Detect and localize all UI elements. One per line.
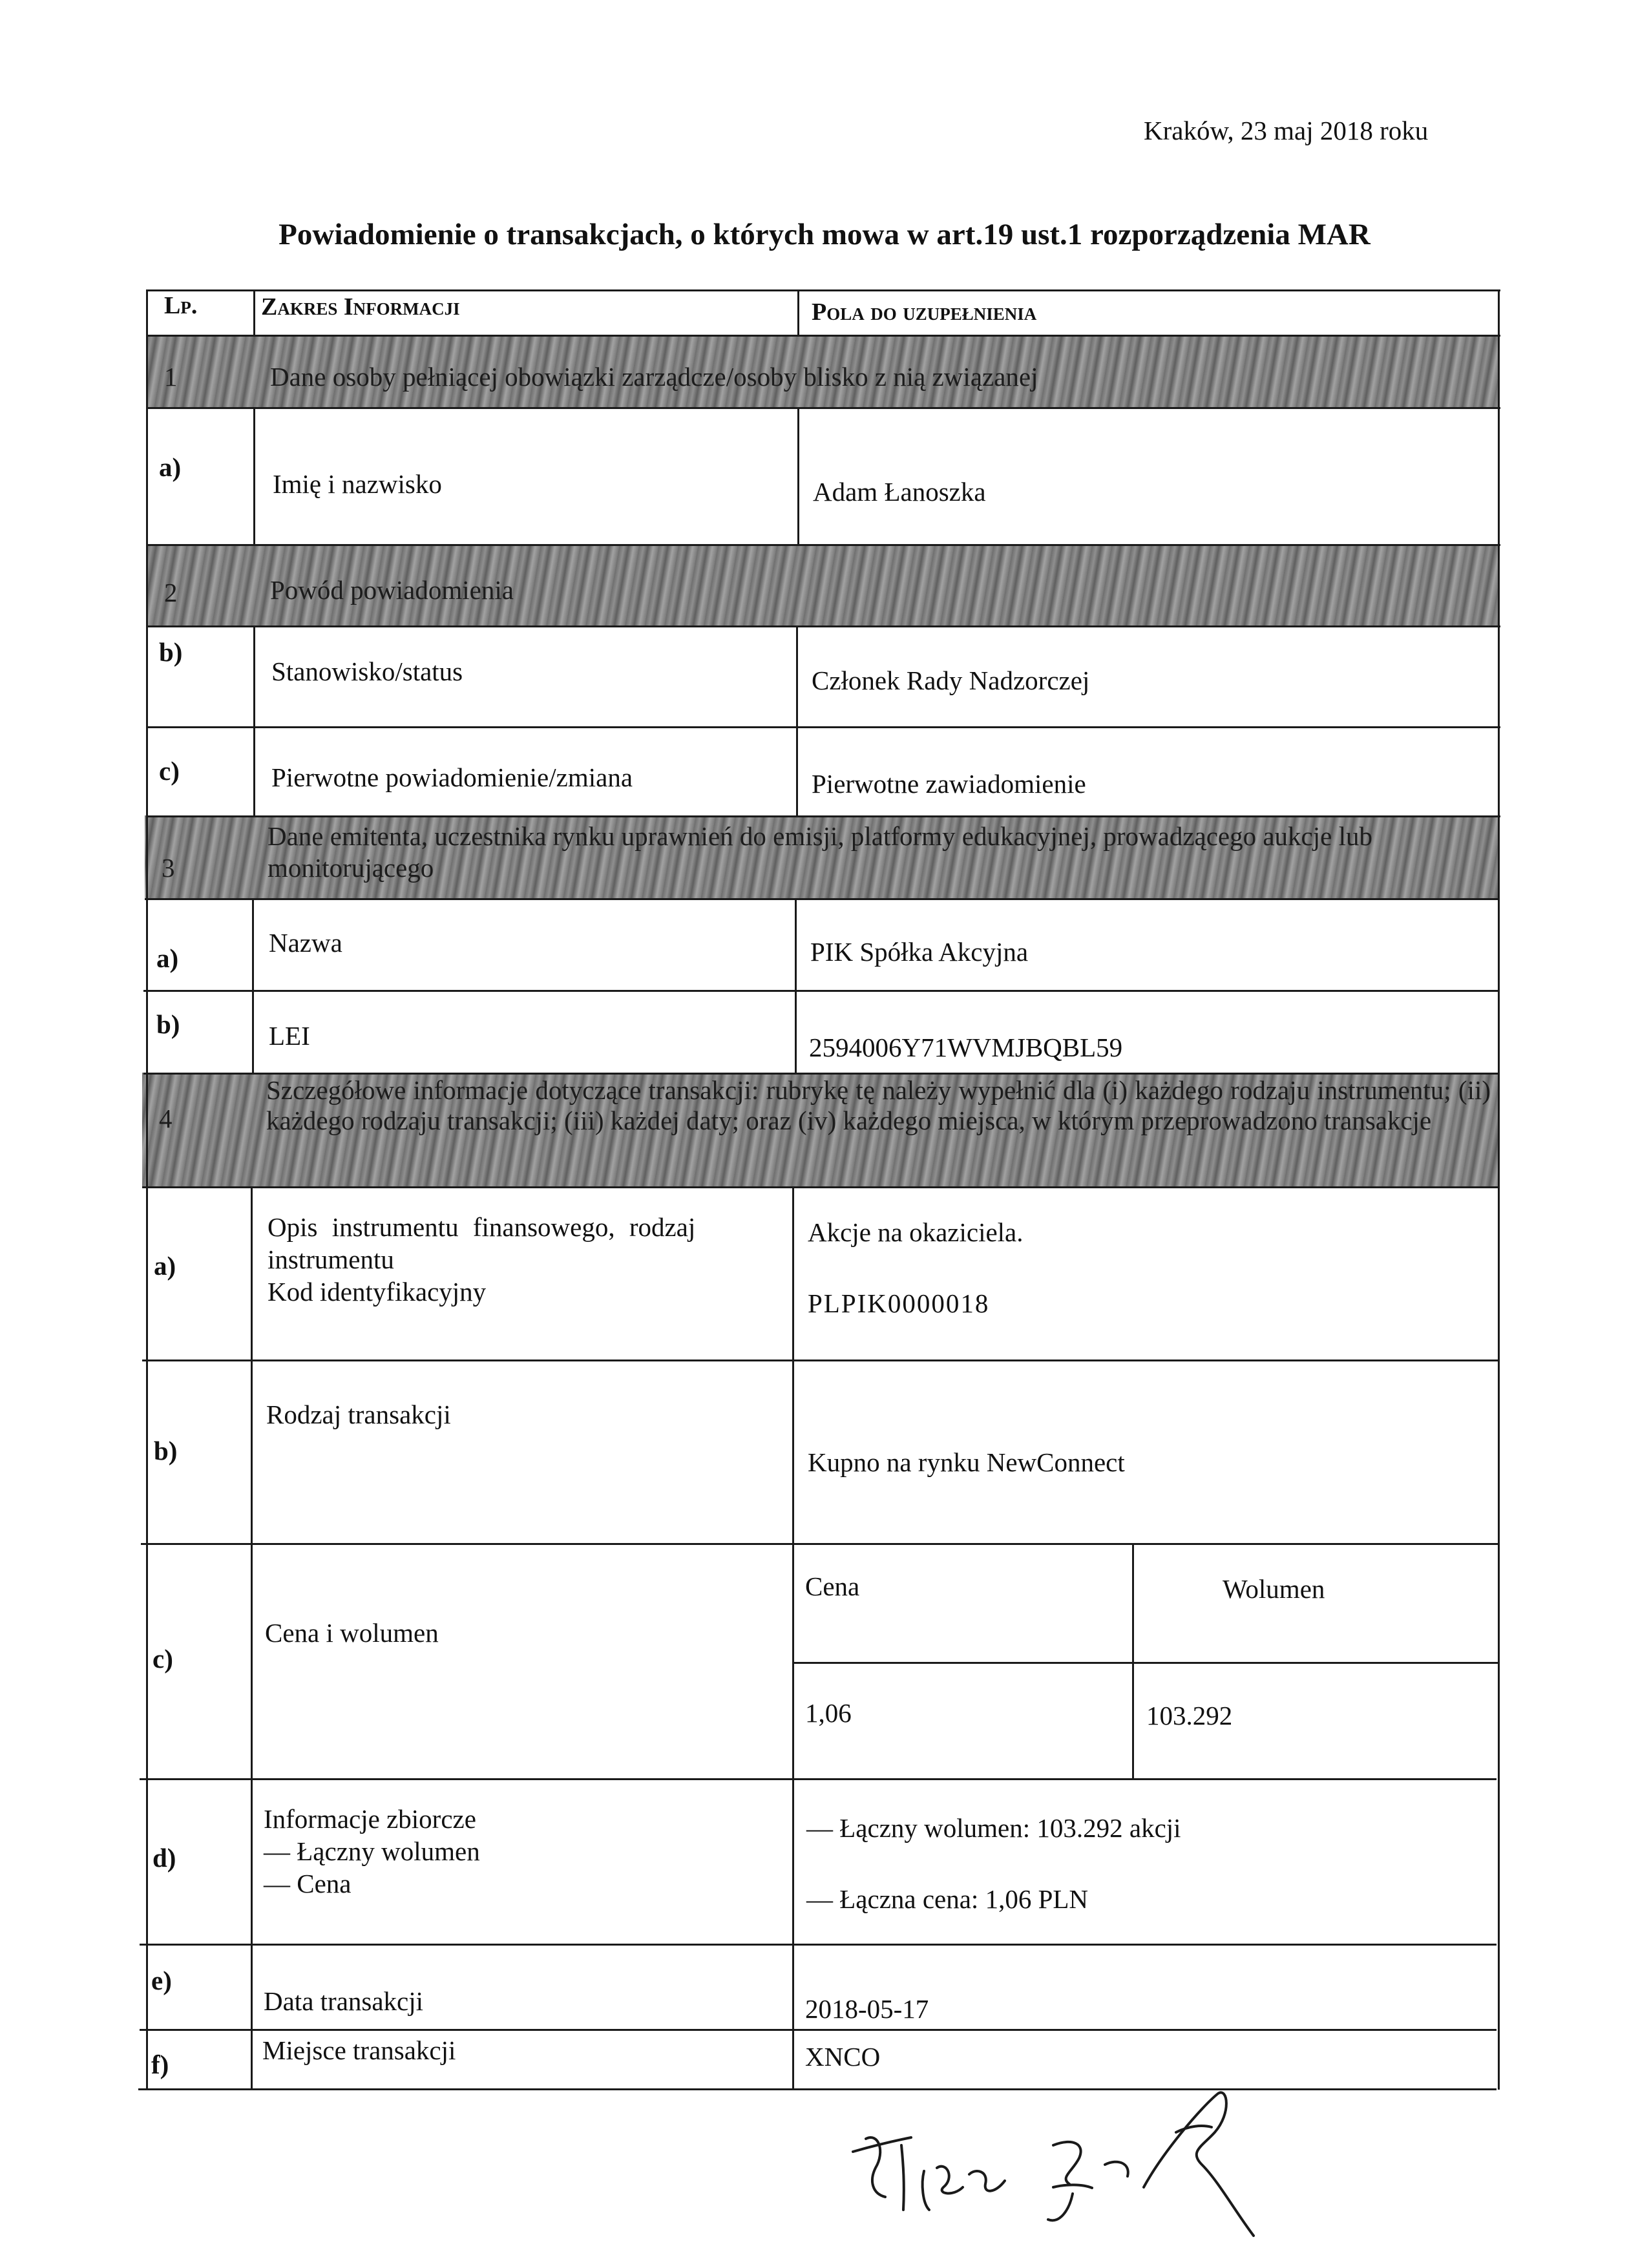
header-pola-do-uzupelnienia: Pola do uzupełnienia — [812, 299, 1037, 326]
row-label: Imię i nazwisko — [273, 469, 442, 499]
row-lp: c) — [159, 756, 180, 786]
table-line — [792, 1186, 794, 2090]
table-line — [253, 289, 255, 336]
row-label: Pierwotne powiadomienie/zmiana — [271, 762, 633, 792]
header-zakres-informacji: Zakres Informacji — [261, 293, 460, 320]
section-number: 1 — [164, 362, 178, 392]
table-line — [146, 289, 148, 2090]
row-label: Kod identyfikacyjny — [268, 1277, 487, 1307]
row-value: Akcje na okaziciela. — [808, 1217, 1024, 1247]
table-line — [797, 289, 799, 336]
section-number: 2 — [164, 578, 178, 607]
header-lp: Lp. — [164, 292, 198, 319]
row-value: PLPIK0000018 — [808, 1288, 990, 1318]
row-label: Opis instrumentu finansowego, rodzaj — [268, 1212, 696, 1242]
table-line — [792, 1662, 1498, 1664]
row-value: — Łączny wolumen: 103.292 akcji — [806, 1813, 1181, 1843]
price-header: Cena — [805, 1571, 860, 1601]
row-value: 2018-05-17 — [805, 1994, 929, 2024]
table-line — [797, 407, 799, 544]
row-value: Adam Łanoszka — [813, 477, 986, 507]
row-lp: b) — [156, 1009, 180, 1039]
table-line — [252, 898, 254, 1073]
table-line — [143, 990, 1499, 992]
table-line — [147, 289, 1500, 291]
table-line — [1498, 289, 1500, 2090]
table-line — [140, 2029, 1497, 2031]
section-title: Szczegółowe informacje dotyczące transakcji: rubrykę tę należy wypełnić dla (i) każdego rodzaju instrumentu; (ii) każdego rodzaju transakcji; (iii) każdej daty; oraz (iv) każdego miejsca, w którym przeprowadzono transakcje — [266, 1075, 1491, 1136]
table-line — [795, 898, 797, 1073]
table-line — [147, 544, 1500, 546]
table-line — [147, 335, 1500, 337]
table-line — [140, 1944, 1497, 1946]
row-lp: b) — [154, 1436, 178, 1465]
table-line — [253, 407, 255, 544]
row-lp: d) — [152, 1843, 176, 1873]
row-label: Stanowisko/status — [271, 656, 463, 686]
table-line — [140, 1778, 1497, 1780]
row-lp: e) — [151, 1966, 172, 1995]
table-line — [796, 625, 798, 815]
row-label: instrumentu — [268, 1244, 394, 1274]
handwritten-signature — [840, 2055, 1305, 2249]
row-label: — Łączny wolumen — [264, 1836, 480, 1866]
table-line — [143, 1073, 1499, 1075]
row-label: Data transakcji — [264, 1986, 424, 2016]
section-title: Dane osoby pełniącej obowiązki zarządcze/osoby blisko z nią związanej — [270, 362, 1038, 392]
table-line — [145, 898, 1499, 900]
section-number: 3 — [162, 853, 175, 883]
table-line — [142, 1360, 1498, 1361]
row-label: Miejsce transakcji — [262, 2035, 456, 2065]
row-lp: b) — [159, 637, 183, 667]
section-title: Powód powiadomienia — [270, 575, 514, 605]
row-value: XNCO — [805, 2042, 881, 2072]
document-title: Powiadomienie o transakcjach, o których mowa w art.19 ust.1 rozporządzenia MAR — [278, 218, 1371, 251]
row-lp: a) — [156, 943, 179, 973]
table-line — [141, 1543, 1498, 1545]
table-line — [1132, 1543, 1134, 1778]
volume-value: 103.292 — [1146, 1701, 1233, 1730]
row-label: LEI — [269, 1021, 310, 1051]
table-line — [147, 407, 1500, 409]
row-label: — Cena — [264, 1869, 352, 1898]
table-line — [142, 1186, 1498, 1188]
row-label: Nazwa — [269, 928, 342, 958]
row-value: Członek Rady Nadzorczej — [812, 666, 1090, 695]
row-label: Cena i wolumen — [265, 1618, 439, 1648]
row-value: Pierwotne zawiadomienie — [812, 769, 1086, 799]
table-line — [147, 726, 1500, 728]
row-label: Informacje zbiorcze — [264, 1804, 476, 1834]
row-value: 2594006Y71WVMJBQBL59 — [809, 1033, 1123, 1062]
volume-header: Wolumen — [1223, 1574, 1325, 1604]
table-line — [251, 1186, 253, 2090]
row-lp: c) — [152, 1644, 173, 1674]
row-lp: a) — [154, 1251, 176, 1281]
section-number: 4 — [159, 1104, 173, 1133]
table-line — [147, 625, 1500, 627]
table-line — [253, 625, 255, 815]
row-value: — Łączna cena: 1,06 PLN — [806, 1884, 1089, 1914]
place-date: Kraków, 23 maj 2018 roku — [1144, 116, 1429, 145]
row-label: Rodzaj transakcji — [266, 1400, 451, 1429]
row-value: Kupno na rynku NewConnect — [808, 1447, 1125, 1477]
price-value: 1,06 — [805, 1698, 852, 1728]
table-line — [146, 815, 1500, 817]
row-lp: f) — [151, 2050, 169, 2079]
row-lp: a) — [159, 452, 182, 482]
section-title: Dane emitenta, uczestnika rynku uprawnień do emisji, platformy edukacyjnej, prowadzącego aukcje lub monitorującego — [268, 821, 1372, 883]
row-value: PIK Spółka Akcyjna — [810, 937, 1029, 967]
